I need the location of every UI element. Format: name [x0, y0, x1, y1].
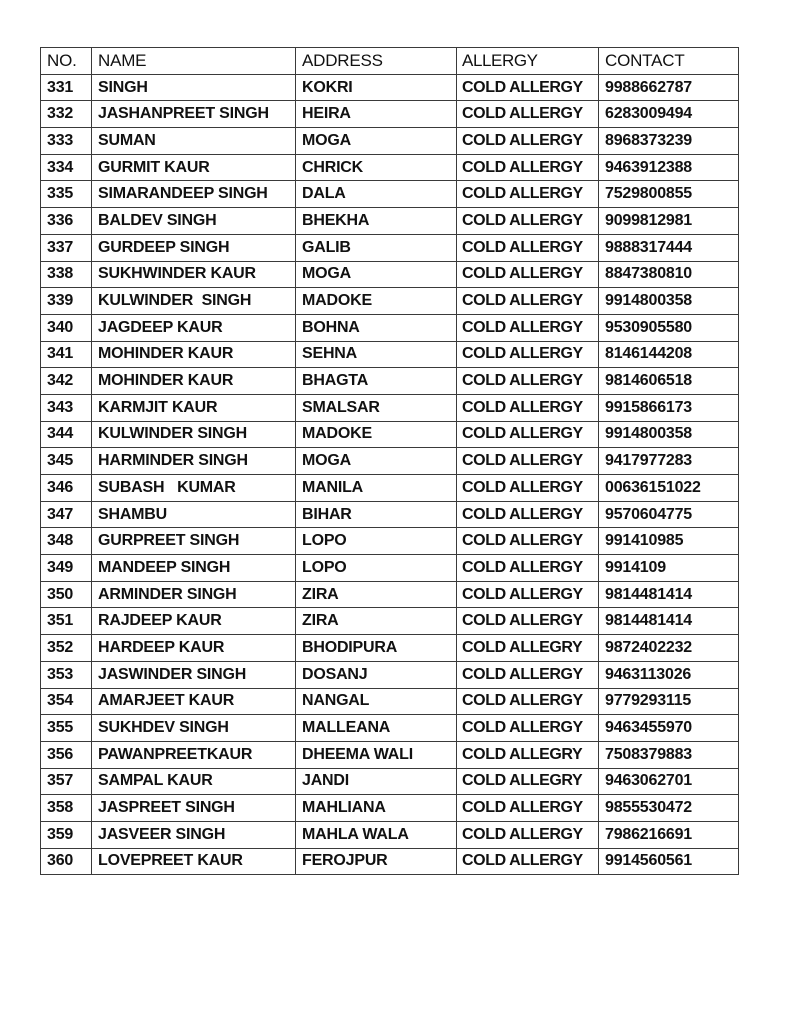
- cell-contact: 8146144208: [599, 341, 739, 368]
- table-row: [41, 448, 739, 475]
- cell-no: 336: [41, 208, 92, 235]
- cell-allergy: COLD ALLERGY: [457, 475, 599, 502]
- table-row: [41, 688, 739, 715]
- table-row: [41, 341, 739, 368]
- cell-no: 346: [41, 475, 92, 502]
- column-header-name: NAME: [92, 48, 296, 75]
- cell-no: 337: [41, 234, 92, 261]
- cell-no: 353: [41, 661, 92, 688]
- cell-address: CHRICK: [296, 154, 457, 181]
- cell-contact: 9814481414: [599, 608, 739, 635]
- cell-allergy: COLD ALLEGRY: [457, 635, 599, 662]
- cell-address: BHAGTA: [296, 368, 457, 395]
- table-row: [41, 661, 739, 688]
- table-row: [41, 608, 739, 635]
- cell-contact: 9914800358: [599, 288, 739, 315]
- cell-allergy: COLD ALLERGY: [457, 288, 599, 315]
- cell-name: KARMJIT KAUR: [92, 394, 296, 421]
- table-row: [41, 635, 739, 662]
- column-header-no: NO.: [41, 48, 92, 75]
- cell-allergy: COLD ALLERGY: [457, 341, 599, 368]
- cell-address: SMALSAR: [296, 394, 457, 421]
- cell-name: GURDEEP SINGH: [92, 234, 296, 261]
- cell-no: 354: [41, 688, 92, 715]
- table-row: [41, 848, 739, 875]
- cell-no: 360: [41, 848, 92, 875]
- cell-address: MAHLA WALA: [296, 821, 457, 848]
- table-row: [41, 475, 739, 502]
- patient-records-sheet: [40, 47, 739, 875]
- cell-no: 351: [41, 608, 92, 635]
- cell-address: BHODIPURA: [296, 635, 457, 662]
- cell-name: GURMIT KAUR: [92, 154, 296, 181]
- cell-no: 334: [41, 154, 92, 181]
- cell-no: 340: [41, 314, 92, 341]
- cell-allergy: COLD ALLERGY: [457, 234, 599, 261]
- cell-no: 352: [41, 635, 92, 662]
- cell-address: DOSANJ: [296, 661, 457, 688]
- cell-address: MANILA: [296, 475, 457, 502]
- cell-contact: 9915866173: [599, 394, 739, 421]
- cell-allergy: COLD ALLERGY: [457, 555, 599, 582]
- cell-contact: 9463912388: [599, 154, 739, 181]
- cell-no: 355: [41, 715, 92, 742]
- cell-allergy: COLD ALLEGRY: [457, 768, 599, 795]
- cell-address: MOGA: [296, 261, 457, 288]
- cell-no: 345: [41, 448, 92, 475]
- table-row: [41, 421, 739, 448]
- cell-allergy: COLD ALLERGY: [457, 528, 599, 555]
- cell-name: HARDEEP KAUR: [92, 635, 296, 662]
- cell-name: PAWANPREETKAUR: [92, 741, 296, 768]
- cell-name: LOVEPREET KAUR: [92, 848, 296, 875]
- cell-address: MADOKE: [296, 421, 457, 448]
- cell-allergy: COLD ALLERGY: [457, 795, 599, 822]
- patient-records-table: [40, 47, 739, 875]
- cell-address: BOHNA: [296, 314, 457, 341]
- cell-contact: 8847380810: [599, 261, 739, 288]
- cell-contact: 9099812981: [599, 208, 739, 235]
- table-row: [41, 181, 739, 208]
- cell-address: MOGA: [296, 448, 457, 475]
- cell-name: SINGH: [92, 74, 296, 101]
- cell-contact: 991410985: [599, 528, 739, 555]
- cell-allergy: COLD ALLERGY: [457, 314, 599, 341]
- table-row: [41, 581, 739, 608]
- cell-address: FEROJPUR: [296, 848, 457, 875]
- cell-address: NANGAL: [296, 688, 457, 715]
- cell-allergy: COLD ALLERGY: [457, 848, 599, 875]
- table-row: [41, 128, 739, 155]
- cell-no: 349: [41, 555, 92, 582]
- cell-name: JASPREET SINGH: [92, 795, 296, 822]
- table-row: [41, 101, 739, 128]
- cell-name: SUKHDEV SINGH: [92, 715, 296, 742]
- cell-no: 357: [41, 768, 92, 795]
- cell-name: JASHANPREET SINGH: [92, 101, 296, 128]
- cell-contact: 6283009494: [599, 101, 739, 128]
- cell-address: ZIRA: [296, 608, 457, 635]
- table-row: [41, 501, 739, 528]
- cell-no: 344: [41, 421, 92, 448]
- cell-address: BIHAR: [296, 501, 457, 528]
- cell-no: 350: [41, 581, 92, 608]
- cell-contact: 9814481414: [599, 581, 739, 608]
- cell-allergy: COLD ALLERGY: [457, 501, 599, 528]
- cell-name: SAMPAL KAUR: [92, 768, 296, 795]
- column-header-allergy: ALLERGY: [457, 48, 599, 75]
- cell-allergy: COLD ALLERGY: [457, 181, 599, 208]
- cell-address: DHEEMA WALI: [296, 741, 457, 768]
- cell-no: 333: [41, 128, 92, 155]
- cell-contact: 9463113026: [599, 661, 739, 688]
- cell-no: 332: [41, 101, 92, 128]
- cell-contact: 9530905580: [599, 314, 739, 341]
- cell-allergy: COLD ALLERGY: [457, 74, 599, 101]
- cell-name: SIMARANDEEP SINGH: [92, 181, 296, 208]
- cell-address: DALA: [296, 181, 457, 208]
- cell-contact: 9570604775: [599, 501, 739, 528]
- cell-allergy: COLD ALLERGY: [457, 394, 599, 421]
- cell-contact: 9463455970: [599, 715, 739, 742]
- cell-contact: 9872402232: [599, 635, 739, 662]
- cell-address: MADOKE: [296, 288, 457, 315]
- cell-address: GALIB: [296, 234, 457, 261]
- table-body: [41, 74, 739, 875]
- cell-contact: 9988662787: [599, 74, 739, 101]
- table-row: [41, 768, 739, 795]
- cell-name: KULWINDER SINGH: [92, 421, 296, 448]
- cell-no: 343: [41, 394, 92, 421]
- cell-allergy: COLD ALLERGY: [457, 688, 599, 715]
- cell-name: GURPREET SINGH: [92, 528, 296, 555]
- table-header-row: [41, 48, 739, 75]
- table-row: [41, 394, 739, 421]
- cell-address: HEIRA: [296, 101, 457, 128]
- cell-name: AMARJEET KAUR: [92, 688, 296, 715]
- cell-no: 348: [41, 528, 92, 555]
- cell-name: JASVEER SINGH: [92, 821, 296, 848]
- table-row: [41, 368, 739, 395]
- cell-address: SEHNA: [296, 341, 457, 368]
- cell-no: 335: [41, 181, 92, 208]
- cell-contact: 7986216691: [599, 821, 739, 848]
- cell-address: KOKRI: [296, 74, 457, 101]
- table-row: [41, 74, 739, 101]
- table-row: [41, 234, 739, 261]
- cell-name: HARMINDER SINGH: [92, 448, 296, 475]
- cell-no: 331: [41, 74, 92, 101]
- cell-allergy: COLD ALLERGY: [457, 368, 599, 395]
- cell-contact: 9855530472: [599, 795, 739, 822]
- cell-contact: 9914560561: [599, 848, 739, 875]
- cell-address: JANDI: [296, 768, 457, 795]
- cell-name: RAJDEEP KAUR: [92, 608, 296, 635]
- cell-address: MOGA: [296, 128, 457, 155]
- cell-allergy: COLD ALLERGY: [457, 421, 599, 448]
- cell-allergy: COLD ALLERGY: [457, 208, 599, 235]
- cell-allergy: COLD ALLERGY: [457, 608, 599, 635]
- cell-address: BHEKHA: [296, 208, 457, 235]
- cell-name: MOHINDER KAUR: [92, 341, 296, 368]
- table-row: [41, 288, 739, 315]
- table-row: [41, 821, 739, 848]
- cell-no: 341: [41, 341, 92, 368]
- table-row: [41, 795, 739, 822]
- cell-contact: 8968373239: [599, 128, 739, 155]
- cell-name: SUBASH KUMAR: [92, 475, 296, 502]
- table-row: [41, 314, 739, 341]
- cell-name: BALDEV SINGH: [92, 208, 296, 235]
- table-row: [41, 741, 739, 768]
- cell-allergy: COLD ALLERGY: [457, 821, 599, 848]
- cell-allergy: COLD ALLERGY: [457, 661, 599, 688]
- cell-address: LOPO: [296, 555, 457, 582]
- cell-no: 347: [41, 501, 92, 528]
- table-row: [41, 154, 739, 181]
- cell-allergy: COLD ALLERGY: [457, 128, 599, 155]
- cell-no: 359: [41, 821, 92, 848]
- cell-no: 339: [41, 288, 92, 315]
- cell-no: 342: [41, 368, 92, 395]
- cell-contact: 9888317444: [599, 234, 739, 261]
- cell-allergy: COLD ALLERGY: [457, 448, 599, 475]
- table-row: [41, 555, 739, 582]
- cell-contact: 9814606518: [599, 368, 739, 395]
- table-row: [41, 208, 739, 235]
- cell-name: JAGDEEP KAUR: [92, 314, 296, 341]
- table-row: [41, 528, 739, 555]
- cell-allergy: COLD ALLERGY: [457, 154, 599, 181]
- cell-contact: 9914109: [599, 555, 739, 582]
- cell-contact: 00636151022: [599, 475, 739, 502]
- cell-name: MANDEEP SINGH: [92, 555, 296, 582]
- column-header-contact: CONTACT: [599, 48, 739, 75]
- cell-name: SHAMBU: [92, 501, 296, 528]
- cell-no: 338: [41, 261, 92, 288]
- cell-contact: 7529800855: [599, 181, 739, 208]
- cell-no: 358: [41, 795, 92, 822]
- cell-address: LOPO: [296, 528, 457, 555]
- column-header-address: ADDRESS: [296, 48, 457, 75]
- cell-allergy: COLD ALLERGY: [457, 101, 599, 128]
- cell-name: SUKHWINDER KAUR: [92, 261, 296, 288]
- cell-contact: 9779293115: [599, 688, 739, 715]
- cell-allergy: COLD ALLERGY: [457, 581, 599, 608]
- cell-allergy: COLD ALLERGY: [457, 715, 599, 742]
- cell-name: JASWINDER SINGH: [92, 661, 296, 688]
- cell-address: MAHLIANA: [296, 795, 457, 822]
- cell-name: KULWINDER SINGH: [92, 288, 296, 315]
- cell-address: ZIRA: [296, 581, 457, 608]
- cell-name: ARMINDER SINGH: [92, 581, 296, 608]
- cell-address: MALLEANA: [296, 715, 457, 742]
- cell-contact: 9914800358: [599, 421, 739, 448]
- cell-allergy: COLD ALLERGY: [457, 261, 599, 288]
- cell-contact: 7508379883: [599, 741, 739, 768]
- table-row: [41, 715, 739, 742]
- cell-contact: 9417977283: [599, 448, 739, 475]
- cell-contact: 9463062701: [599, 768, 739, 795]
- cell-no: 356: [41, 741, 92, 768]
- table-row: [41, 261, 739, 288]
- cell-name: SUMAN: [92, 128, 296, 155]
- cell-name: MOHINDER KAUR: [92, 368, 296, 395]
- cell-allergy: COLD ALLEGRY: [457, 741, 599, 768]
